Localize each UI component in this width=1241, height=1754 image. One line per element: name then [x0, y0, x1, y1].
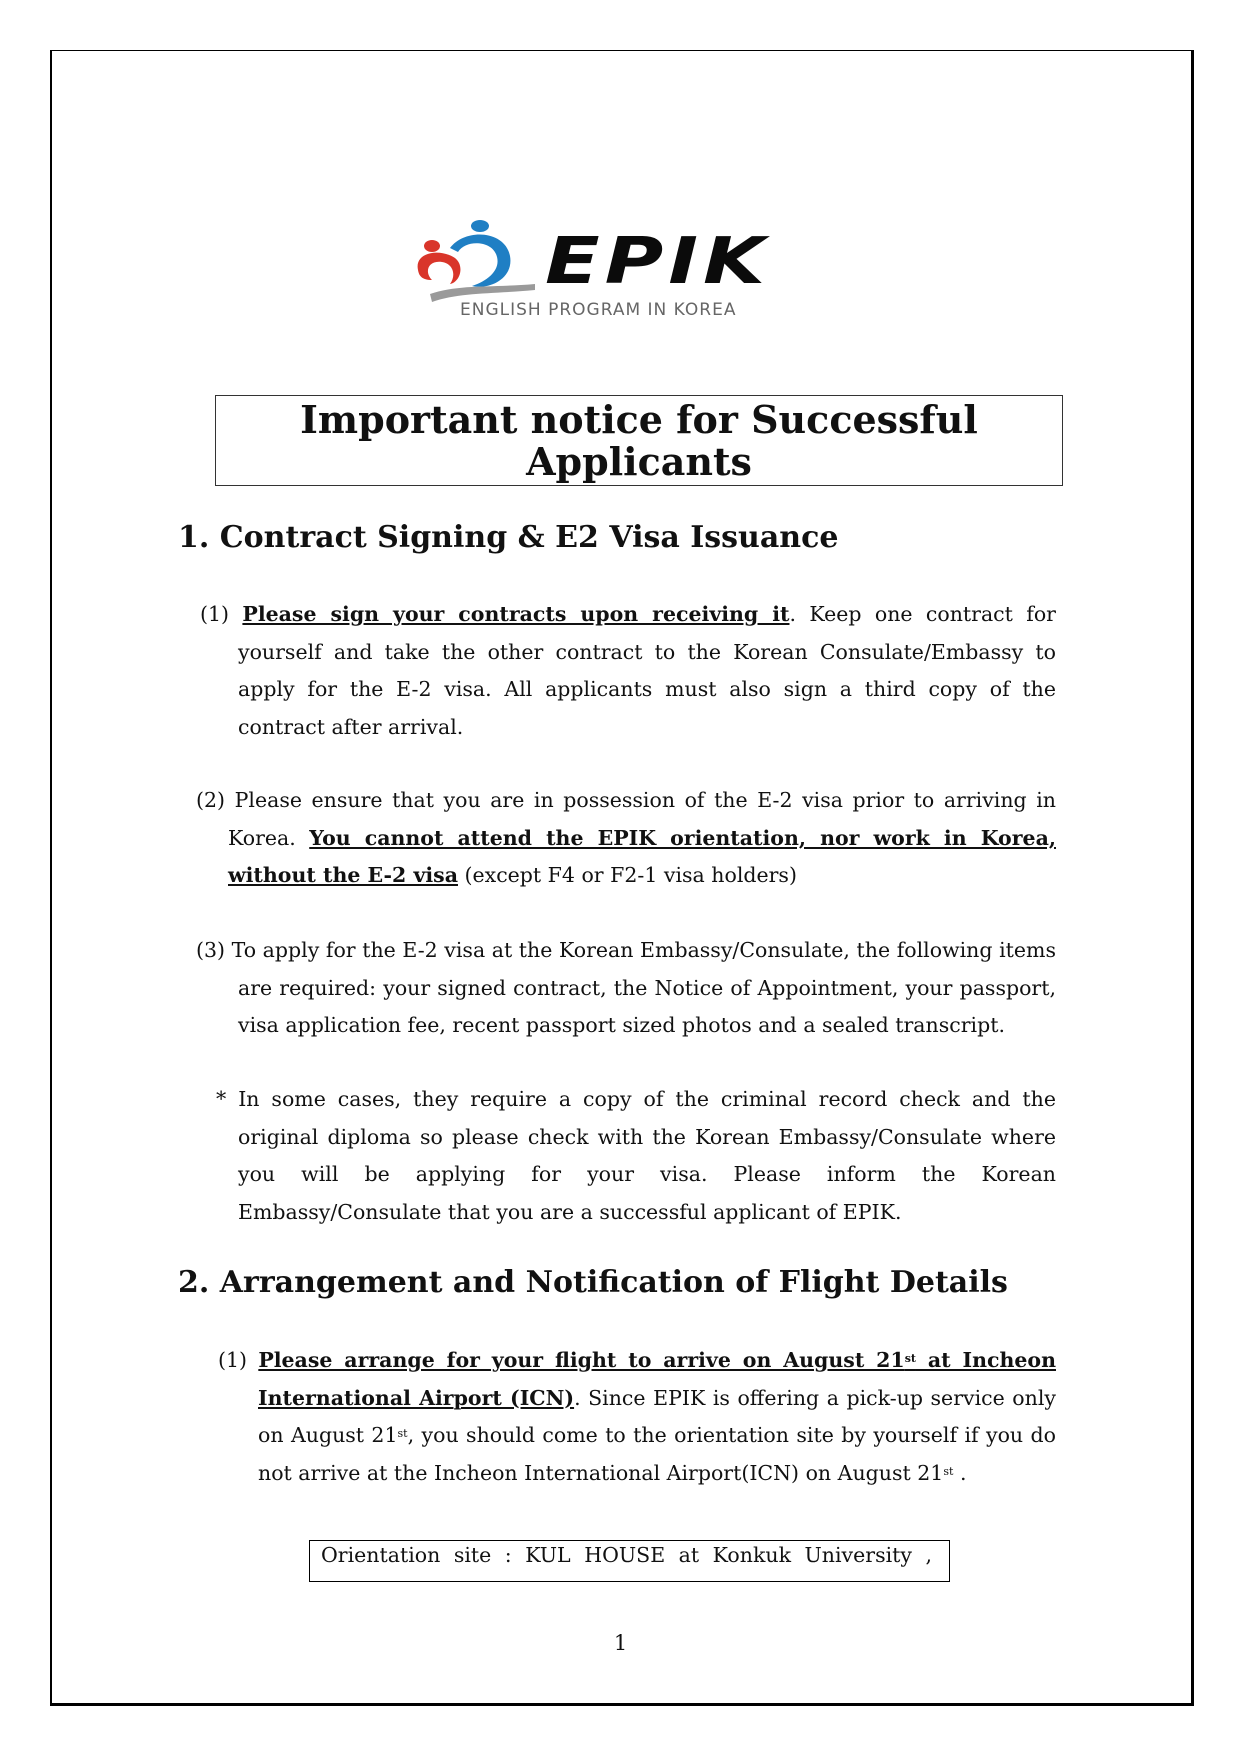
item-text: . Keep one contract for yourself and take the other contract to the Korean Consulate/Embassy to apply for the E-2 visa. All applicants must also sign a third copy of the contract after arrival.	[238, 602, 1056, 739]
item-text: . Since EPIK is offering a pick-up service only on August 21	[258, 1385, 1056, 1447]
ordinal-suffix: st	[904, 1352, 916, 1365]
item-text: Please ensure that you are in possession of the E-2 visa prior to arriving in Korea.	[228, 788, 1056, 850]
item-emphasis: You cannot attend the EPIK orientation, nor work in Korea, without the E-2 visa	[228, 825, 1056, 887]
item-number: (2)	[196, 788, 226, 812]
orientation-site-box: Orientation site : KUL HOUSE at Konkuk University ,	[309, 1540, 950, 1582]
logo-wordmark: EPIK	[545, 225, 771, 299]
item-number: (1)	[200, 602, 230, 626]
epik-logo	[410, 218, 830, 328]
page-number: 1	[613, 1631, 628, 1655]
section-1-note	[216, 1081, 1056, 1231]
section-1-item-1	[200, 596, 1056, 746]
ordinal-suffix: st	[943, 1464, 954, 1478]
item-text: , you should come to the orientation site by yourself if you do not arrive at the Incheon International Airport(ICN) on August 21	[258, 1423, 1056, 1485]
emphasis-part: at Incheon International Airport (ICN)	[258, 1348, 1056, 1410]
document-title: Important notice for Successful Applicants	[215, 395, 1063, 486]
item-emphasis: Please sign your contracts upon receiving it	[242, 602, 790, 626]
logo-tagline: ENGLISH PROGRAM IN KOREA	[460, 300, 737, 320]
item-text: .	[953, 1460, 967, 1485]
item-text: To apply for the E-2 visa at the Korean Embassy/Consulate, the following items are required: your signed contract, the Notice of Appointment, your passport, visa application fee, recent passport sized photos and a sealed transcript.	[231, 938, 1056, 1037]
item-number: (3)	[196, 938, 226, 962]
section-2-item-1	[218, 1342, 1056, 1492]
people-book-icon	[410, 218, 540, 313]
section-1-item-3	[196, 932, 1056, 1045]
section-2-heading: 2. Arrangement and Notification of Flight Details	[178, 1265, 1008, 1300]
section-1-item-2	[196, 782, 1056, 895]
emphasis-part: Please arrange for your flight to arrive on August 21	[258, 1348, 905, 1372]
note-text: In some cases, they require a copy of the criminal record check and the original diploma so please check with the Korean Embassy/Consulate where you will be applying for your visa. Please inform the Korean Embassy/Consulate that you are a successful applicant of EPIK.	[238, 1087, 1056, 1224]
section-1-heading: 1. Contract Signing & E2 Visa Issuance	[178, 520, 839, 555]
item-number: (1)	[218, 1348, 248, 1372]
note-marker: *	[216, 1087, 227, 1111]
ordinal-suffix: st	[397, 1427, 408, 1440]
item-text-after: (except F4 or F2-1 visa holders)	[457, 863, 797, 887]
